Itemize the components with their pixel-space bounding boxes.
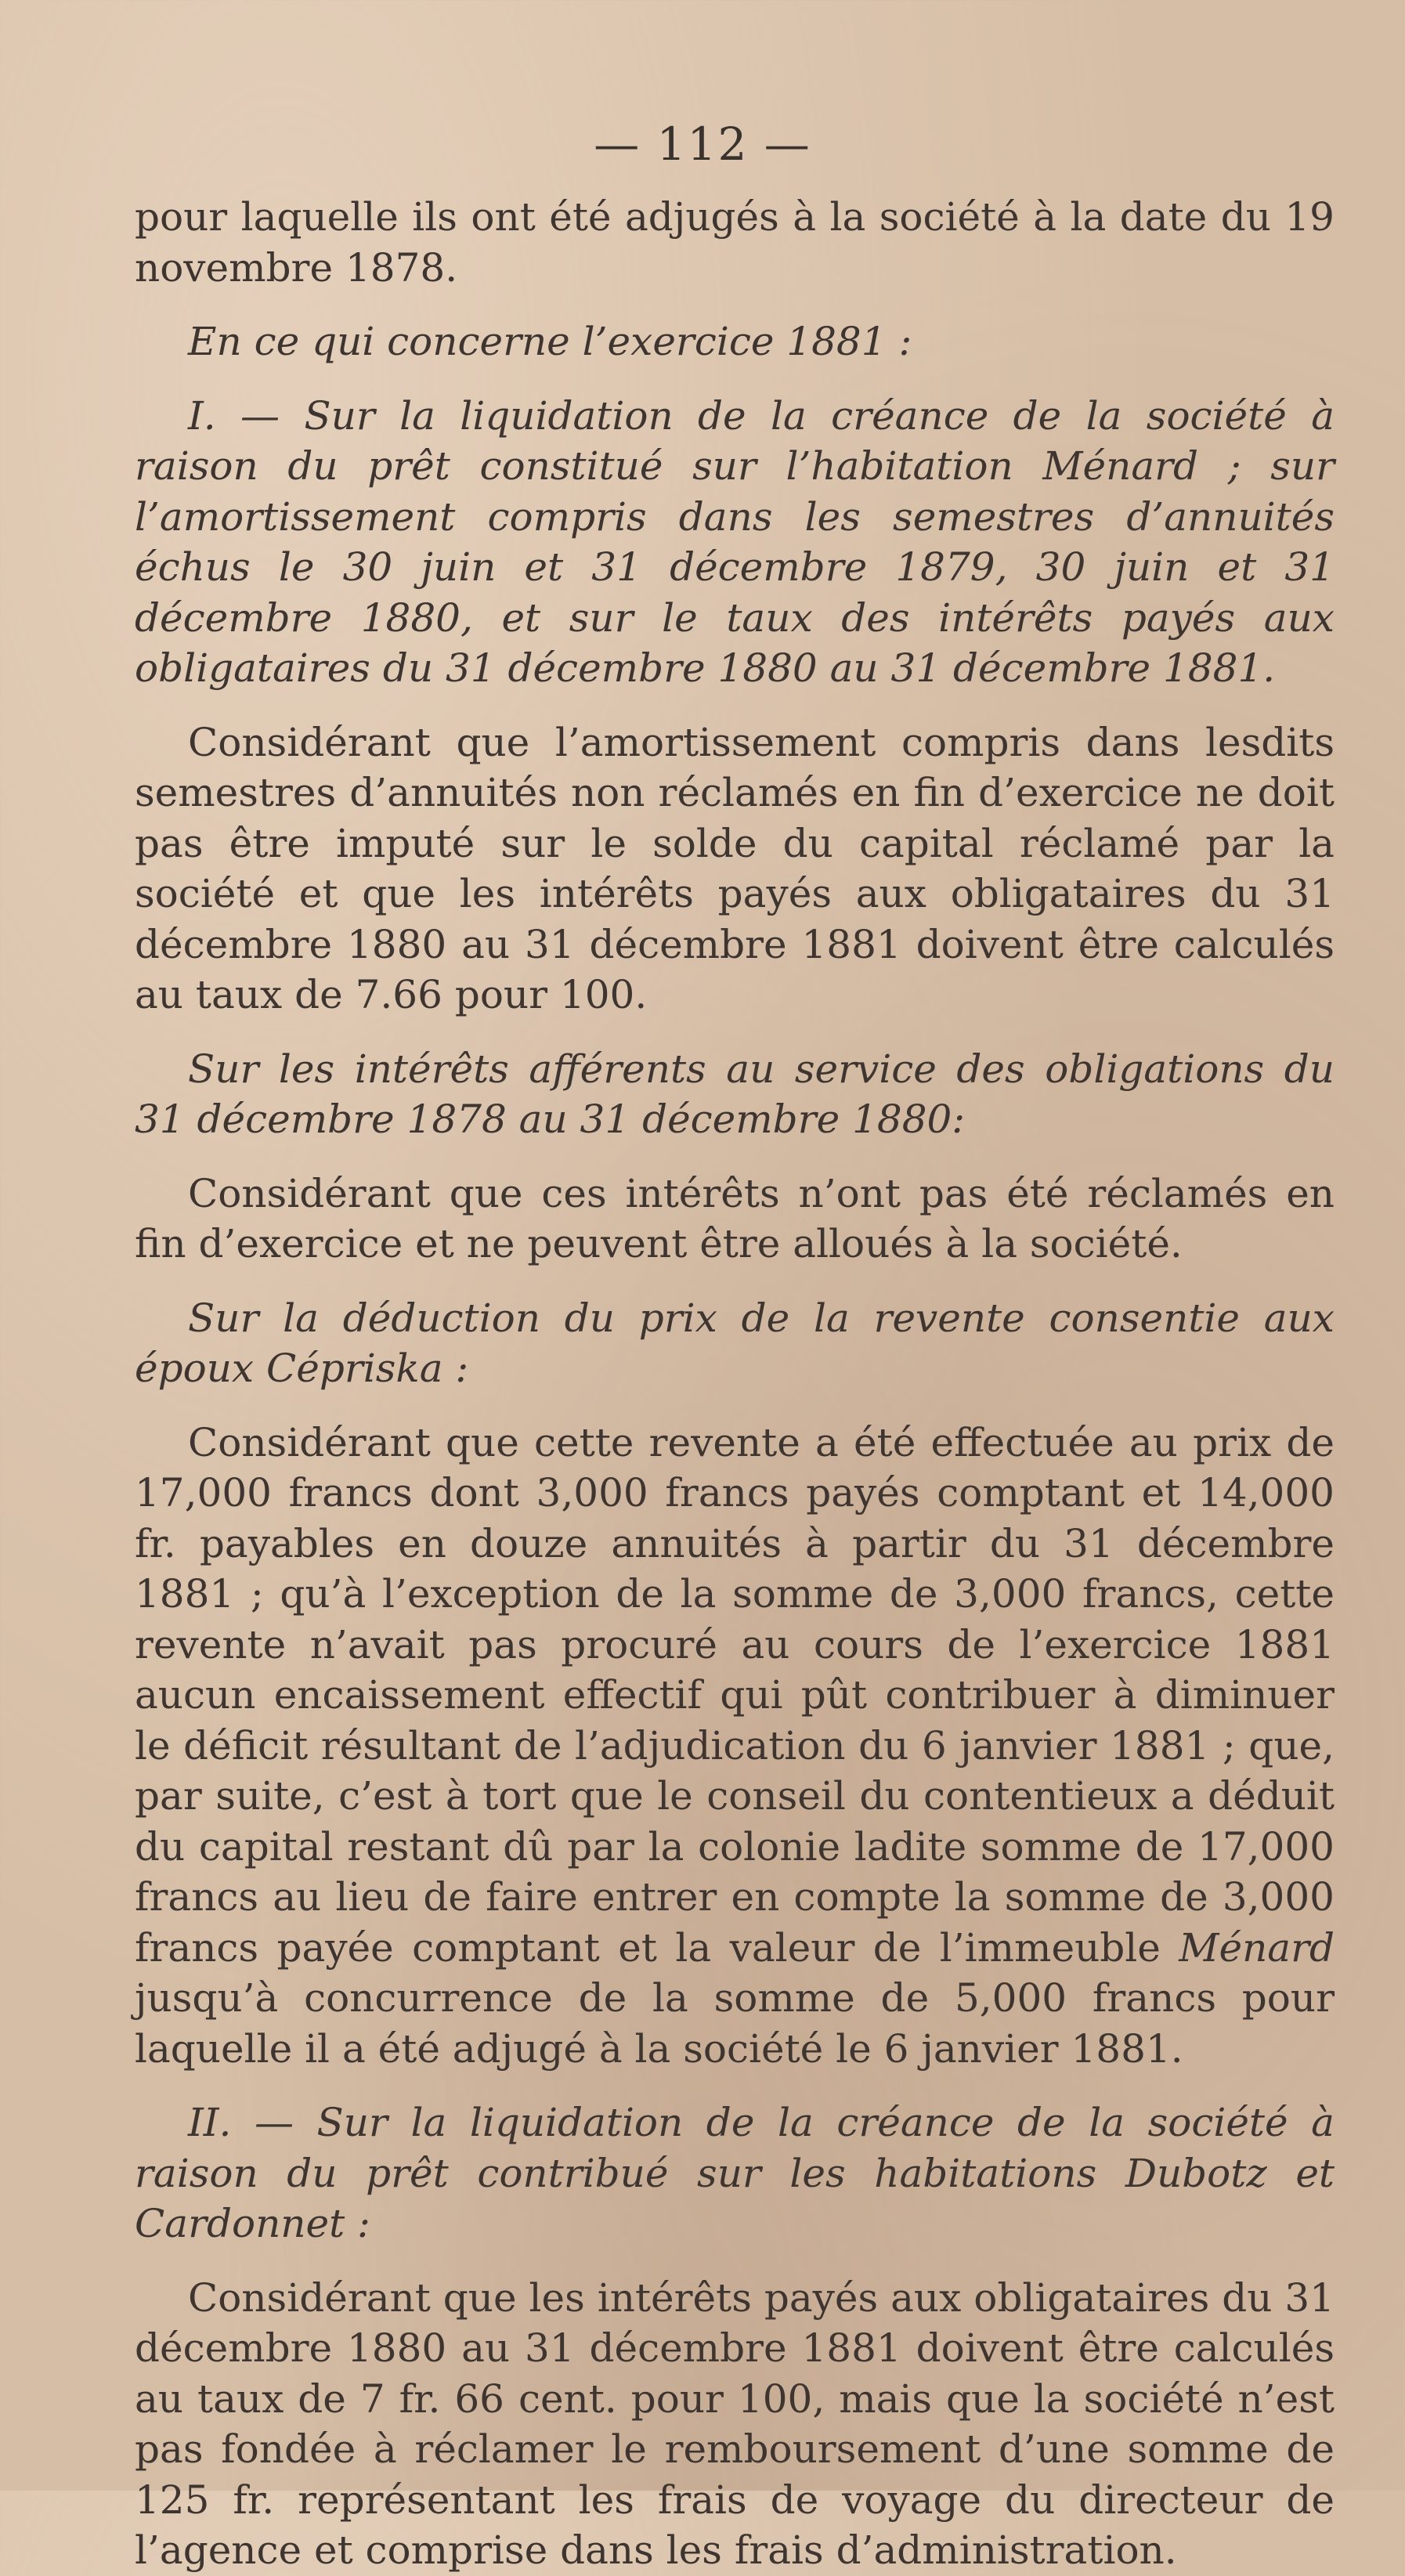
body-text bbox=[135, 192, 1335, 2576]
paragraph-considerant-amortissement: Considérant que l’amortissement compris dans lesdits semestres d’annuités non réclamés en fin d’exercice ne doit pas être imputé sur le solde du capital réclamé par la société et que les intérêts payés aux obligataires du 31 décembre 1880 au 31 décembre 1881 doivent être calculés au taux de 7.66 pour 100. bbox=[135, 719, 1335, 1017]
paragraph-considerant-frais: Considérant que les intérêts payés aux obligataires du 31 décembre 1880 au 31 décembre 1881 doivent être calculés au taux de 7 fr. 66 cent. pour 100, mais que la société n’est pas fondée à réclamer le remboursement d’une somme de 125 fr. représentant les frais de voyage du directeur de l’agence et comprise dans les frais d’administration. bbox=[135, 2274, 1335, 2573]
paragraph-continuation: pour laquelle ils ont été adjugés à la société à la date du 19 novembre 1878. bbox=[135, 194, 1335, 291]
property-name-menard: Ménard bbox=[1179, 1924, 1335, 1971]
section-heading-dubotz-cardonnet: II. — Sur la liquidation de la créance de la société à raison du prêt contribué sur les habitations Dubotz et Cardonnet : bbox=[135, 2100, 1335, 2246]
section-heading-interets: Sur les intérêts afférents au service des obligations du 31 décembre 1878 au 31 décembre 1880: bbox=[135, 1046, 1335, 1142]
section-heading-menard: I. — Sur la liquidation de la créance de la société à raison du prêt constitué sur l’habitation Ménard ; sur l’amortissement compris dans les semestres d’annuités échus le 30 juin et 31 décembre 1879, 30 juin et 31 décembre 1880, et sur le taux des intérêts payés aux obligataires du 31 décembre 1880 au 31 décembre 1881. bbox=[135, 392, 1335, 691]
section-heading-exercise-1881: En ce qui concerne l’exercice 1881 : bbox=[188, 319, 912, 364]
page-number: — 112 — bbox=[594, 117, 811, 171]
paragraph-revente-part-a: Considérant que cette revente a été effectuée au prix de 17,000 francs dont 3,000 francs payés comptant et 14,000 fr. payables en douze annuités à partir du 31 décembre 1881 ; qu’à l’exception de la somme de 3,000 francs, cette revente n’avait pas procuré au cours de l’exercice 1881 aucun encaissement effectif qui pût contribuer à diminuer le déficit résultant de l’adjudication du 6 janvier 1881 ; que, par suite, c’est à tort que le conseil du contentieux a déduit du capital restant dû par la colonie ladite somme de 17,000 francs au lieu de faire entrer en compte la somme de 3,000 francs payée comptant et la valeur de l’immeuble bbox=[135, 1419, 1335, 1971]
paragraph-considerant-revente bbox=[135, 1418, 1335, 2075]
section-heading-revente: Sur la déduction du prix de la revente consentie aux époux Cépriska : bbox=[135, 1295, 1335, 1391]
paragraph-revente-part-b: jusqu’à concurrence de la somme de 5,000 francs pour laquelle il a été adjugé à la société le 6 janvier 1881. bbox=[135, 1975, 1335, 2072]
paragraph-considerant-interets: Considérant que ces intérêts n’ont pas été réclamés en fin d’exercice et ne peuvent être alloués à la société. bbox=[135, 1170, 1335, 1266]
